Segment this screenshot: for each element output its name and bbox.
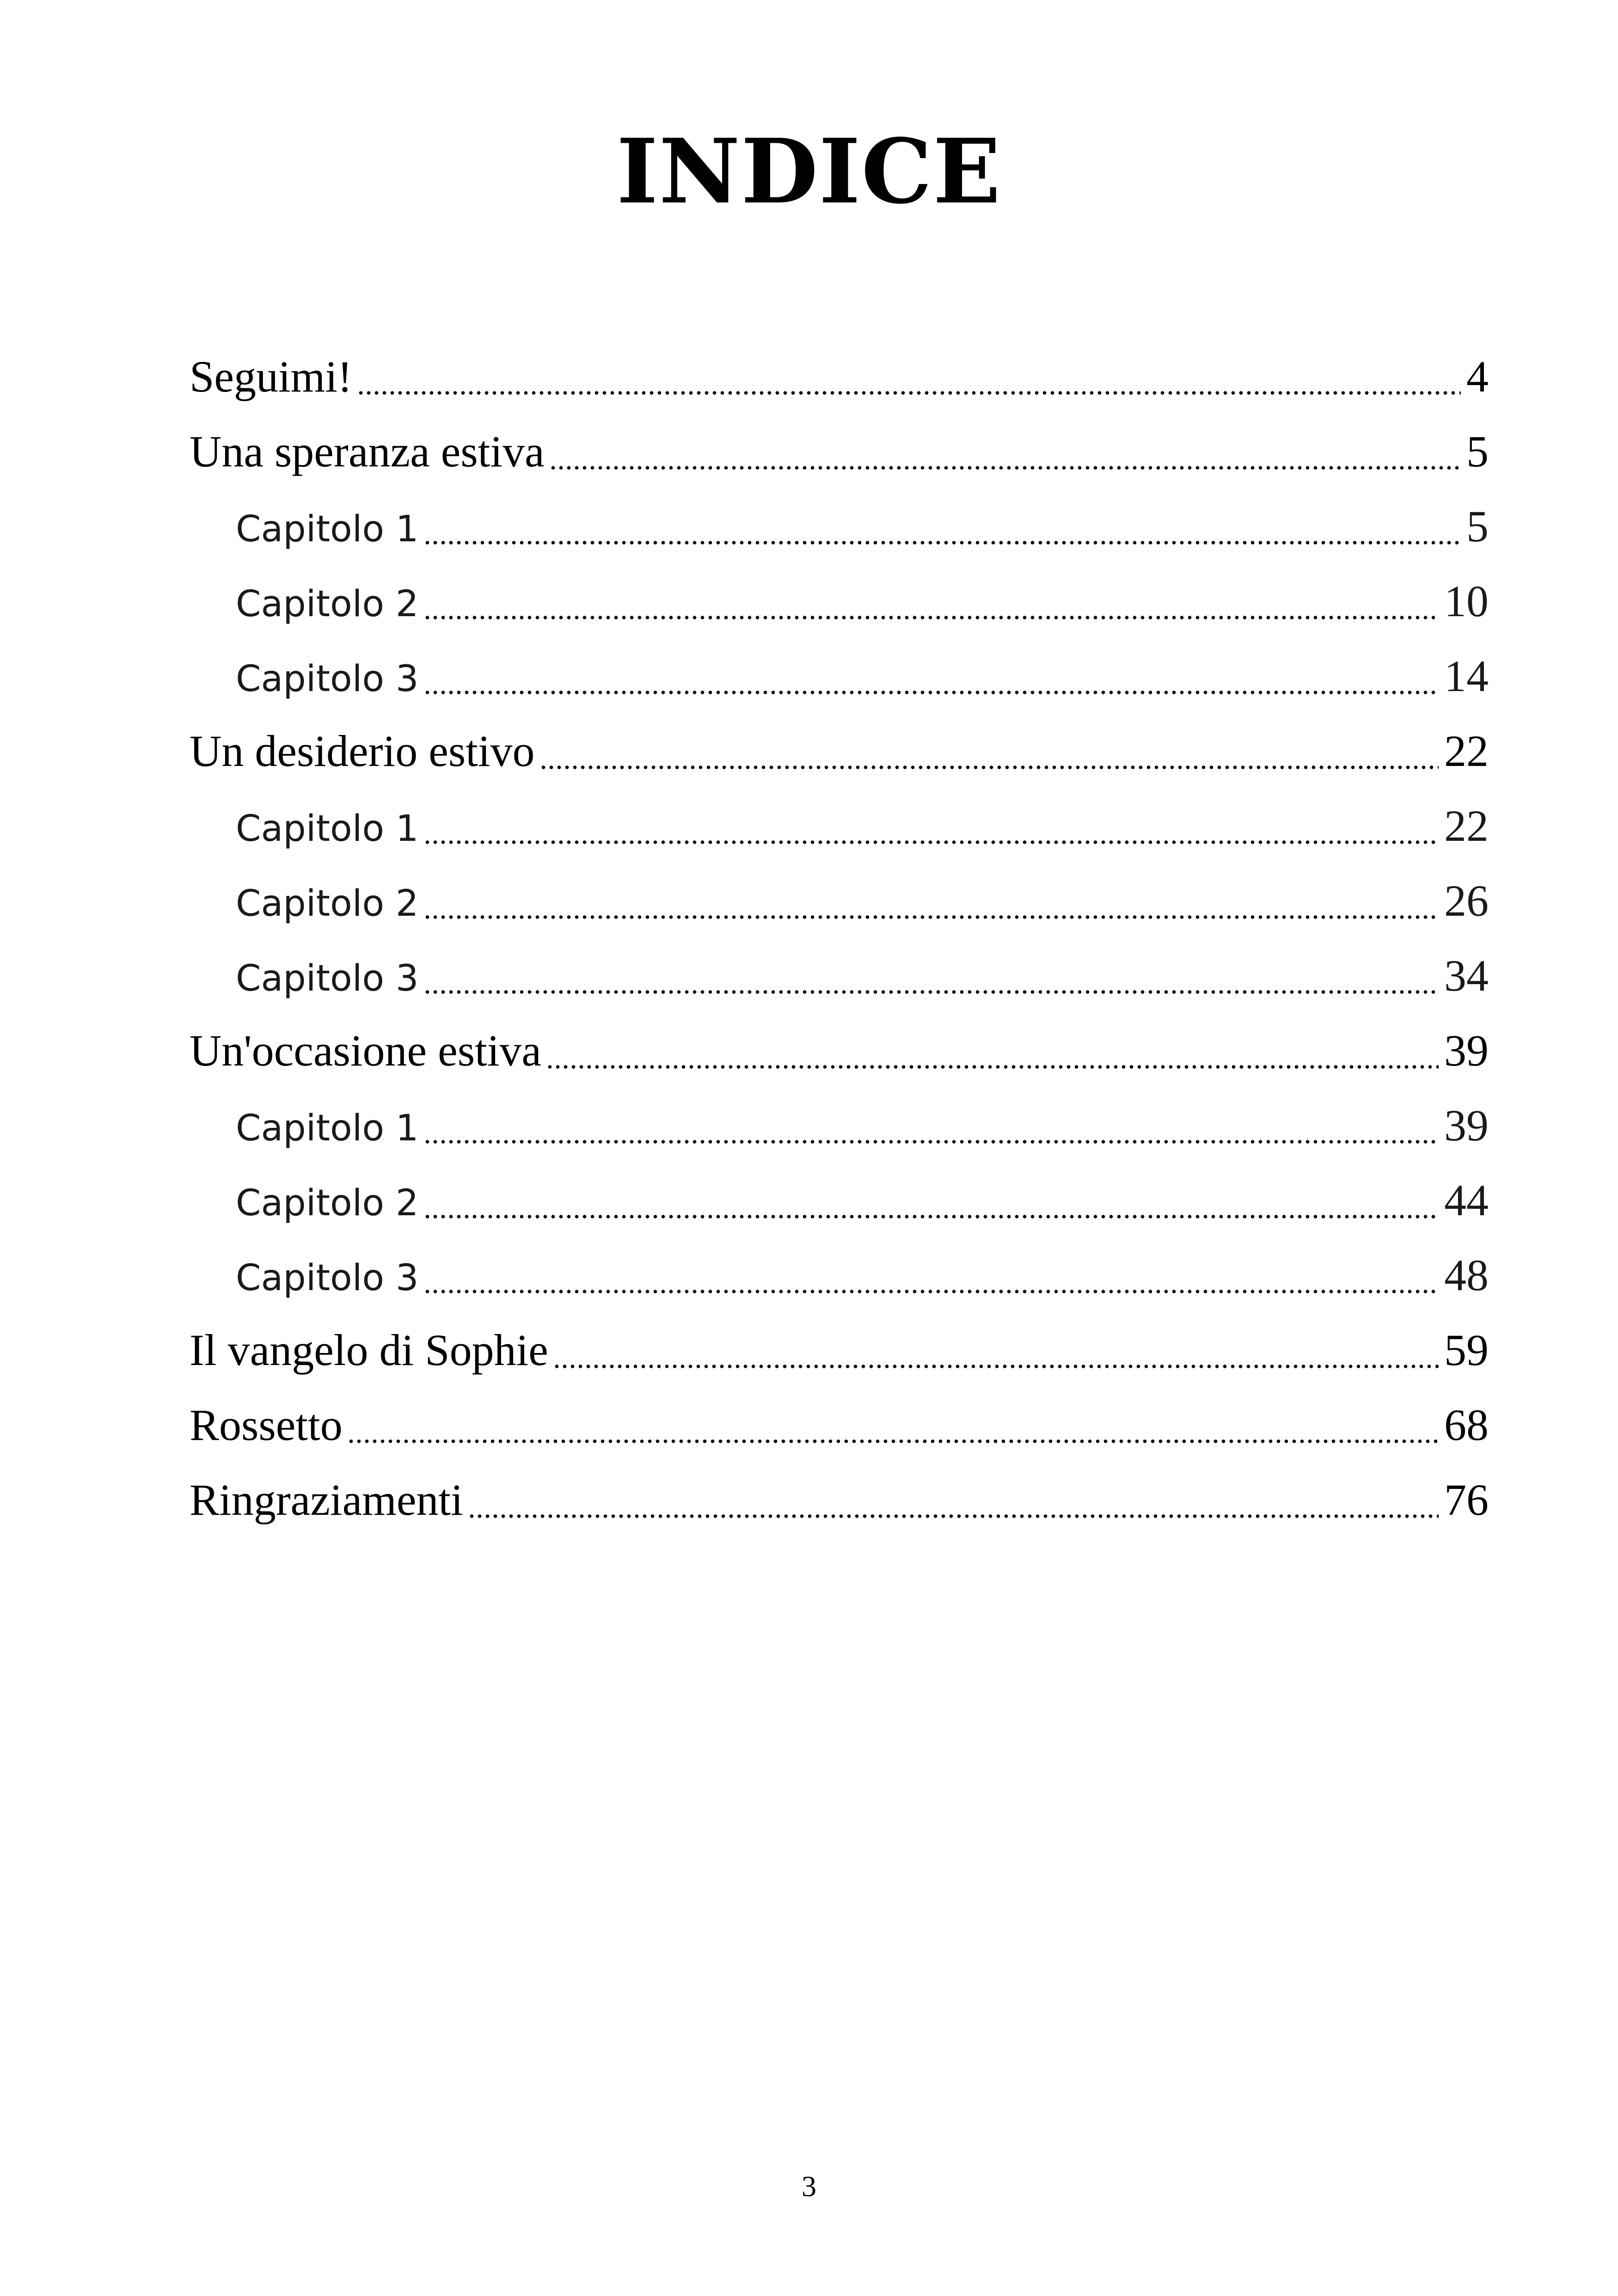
toc-entry-label: Capitolo 1 — [236, 508, 419, 550]
dot-leader — [423, 615, 1439, 620]
dot-leader — [549, 465, 1461, 470]
toc-entry-chapter[interactable] — [236, 644, 1489, 709]
toc-entry-chapter[interactable] — [236, 869, 1489, 933]
toc-entry-chapter[interactable] — [236, 1093, 1489, 1158]
dot-leader — [423, 540, 1461, 545]
toc-entry-una-speranza-estiva[interactable] — [190, 419, 1489, 484]
toc-entry-chapter[interactable] — [236, 569, 1489, 634]
toc-entry-label: Un desiderio estivo — [190, 726, 535, 776]
toc-entry-chapter[interactable] — [236, 1168, 1489, 1233]
toc-entry-label: Capitolo 3 — [236, 1257, 419, 1299]
page-title: INDICE — [616, 120, 1002, 224]
toc-entry-page: 39 — [1444, 1101, 1489, 1150]
dot-leader — [423, 1214, 1439, 1219]
toc-entry-page: 68 — [1444, 1400, 1489, 1450]
toc-entry-label: Ringraziamenti — [190, 1475, 463, 1525]
page-number: 3 — [802, 2170, 816, 2203]
toc-entry-chapter[interactable] — [236, 1243, 1489, 1308]
toc-entry-page: 26 — [1444, 876, 1489, 925]
toc-entry-page: 39 — [1444, 1026, 1489, 1075]
dot-leader — [423, 990, 1439, 994]
toc-entry-label: Capitolo 3 — [236, 658, 419, 700]
toc-entry-il-vangelo-di-sophie[interactable] — [190, 1318, 1489, 1383]
toc-entry-page: 59 — [1444, 1325, 1489, 1375]
dot-leader — [539, 765, 1439, 770]
toc-entry-chapter[interactable] — [236, 794, 1489, 858]
toc-entry-label: Capitolo 2 — [236, 1182, 419, 1224]
toc-entry-page: 5 — [1466, 502, 1489, 551]
toc-entry-seguimi[interactable] — [190, 344, 1489, 409]
toc-entry-label: Seguimi! — [190, 352, 352, 401]
dot-leader — [423, 915, 1439, 919]
toc-entry-label: Capitolo 1 — [236, 1108, 419, 1149]
dot-leader — [546, 1065, 1439, 1069]
toc-entry-page: 22 — [1444, 726, 1489, 776]
toc-entry-page: 34 — [1444, 951, 1489, 1000]
toc-entry-un-desiderio-estivo[interactable] — [190, 719, 1489, 784]
toc-entry-page: 48 — [1444, 1250, 1489, 1300]
toc-entry-page: 44 — [1444, 1176, 1489, 1225]
dot-leader — [347, 1439, 1439, 1444]
dot-leader — [468, 1514, 1439, 1518]
dot-leader — [423, 1289, 1439, 1294]
toc-entry-label: Rossetto — [190, 1400, 343, 1450]
toc-entry-page: 10 — [1444, 576, 1489, 626]
toc-entry-page: 5 — [1466, 427, 1489, 476]
toc-entry-label: Capitolo 2 — [236, 883, 419, 925]
toc-entry-chapter[interactable] — [236, 943, 1489, 1008]
toc-entry-label: Capitolo 2 — [236, 583, 419, 625]
dot-leader — [423, 1139, 1439, 1144]
toc-entry-label: Una speranza estiva — [190, 427, 545, 476]
toc-entry-ringraziamenti[interactable] — [190, 1468, 1489, 1532]
toc-entry-label: Un'occasione estiva — [190, 1026, 542, 1075]
toc-entry-page: 14 — [1444, 651, 1489, 701]
toc-entry-rossetto[interactable] — [190, 1393, 1489, 1457]
toc-entry-label: Capitolo 3 — [236, 958, 419, 999]
toc-entry-page: 76 — [1444, 1475, 1489, 1525]
toc-entry-un-occasione-estiva[interactable] — [190, 1018, 1489, 1083]
toc-entry-chapter[interactable] — [236, 494, 1489, 559]
toc-entry-label: Il vangelo di Sophie — [190, 1325, 548, 1375]
dot-leader — [423, 690, 1439, 695]
toc-entry-page: 4 — [1466, 352, 1489, 401]
dot-leader — [357, 391, 1461, 395]
dot-leader — [423, 840, 1439, 845]
dot-leader — [553, 1364, 1439, 1369]
toc-entry-page: 22 — [1444, 801, 1489, 851]
toc-entry-label: Capitolo 1 — [236, 808, 419, 850]
